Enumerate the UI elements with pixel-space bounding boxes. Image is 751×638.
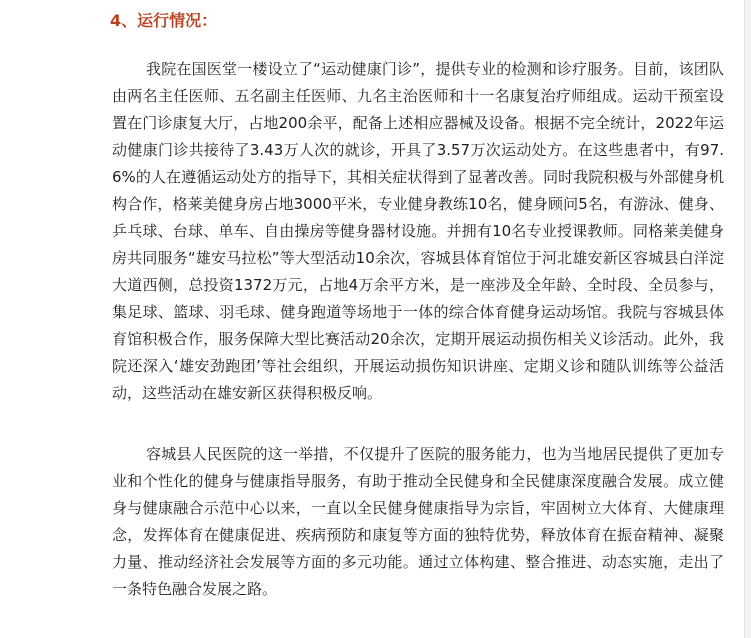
section-heading: 4、运行情况： [110, 11, 218, 30]
paragraph-operations: 我院在国医堂一楼设立了“运动健康门诊”，提供专业的检测和诊疗服务。目前，该团队由两名主任医师、五名副主任医师、九名主治医师和十一名康复治疗师组成。运动干预室设置在门诊康复大厅，占地200余平，配备上述相应器械及设备。根据不完全统计，2022年运动健康门诊共接待了3.43万人次的就诊，开具了3.57万次运动处方。在这些患者中，有97.6%的人在遵循运动处方的指导下，其相关症状得到了显著改善。同时我院积极与外部健身机构合作，格莱美健身房占地3000平米，专业健身教练10名，健身顾问5名，有游泳、健身、乒乓球、台球、单车、自由操房等健身器材设施。并拥有10名专业授课教师。同格莱美健身房共同服务“雄安马拉松”等大型活动10余次，容城县体育馆位于河北雄安新区容城县白洋淀大道西侧，总投资1372万元，占地4万余平方米，是一座涉及全年龄、全时段、全员参与，集足球、篮球、羽毛球、健身跑道等场地于一体的综合体育健身运动场馆。我院与容城县体育馆积极合作，服务保障大型比赛活动20余次，定期开展运动损伤相关义诊活动。此外，我院还深入‘雄安劲跑团’等社会组织，开展运动损伤知识讲座、定期义诊和随队训练等公益活动，这些活动在雄安新区获得积极反响。 [112, 60, 724, 402]
page-edge-divider [744, 0, 751, 638]
paragraph-initiative-summary: 容城县人民医院的这一举措，不仅提升了医院的服务能力，也为当地居民提供了更加专业和个性化的健身与健康指导服务，有助于推动全民健身和全民健康深度融合发展。成立健身与健康融合示范中心以来，一直以全民健身健康指导为宗旨，牢固树立大体育、大健康理念，发挥体育在健康促进、疾病预防和康复等方面的独特优势，释放体育在振奋精神、凝聚力量、推动经济社会发展等方面的多元功能。通过立体构建、整合推进、动态实施，走出了一条特色融合发展之路。 [112, 445, 724, 598]
